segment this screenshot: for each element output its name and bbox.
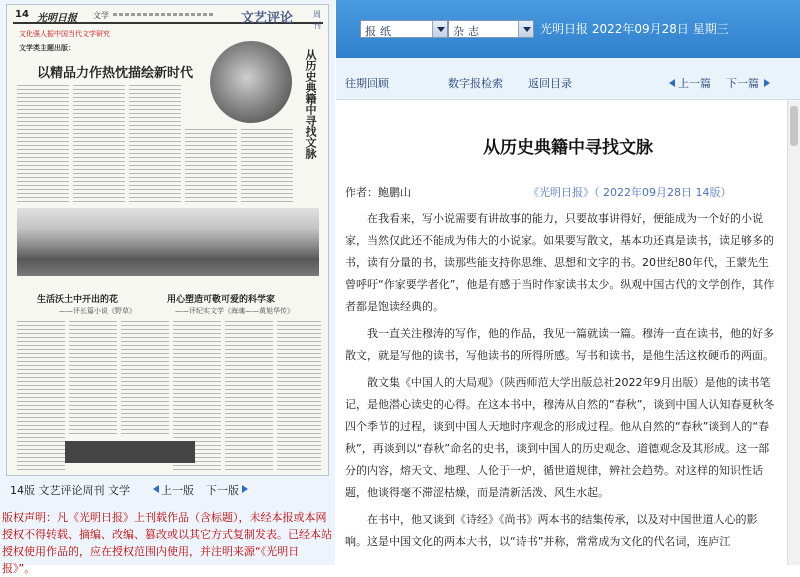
scrollbar-thumb[interactable] — [790, 106, 798, 146]
toc-link[interactable]: 返回目录 — [528, 77, 572, 90]
article-source: 《光明日报》（ 2022年09月28日 14版） — [528, 186, 732, 199]
column-weekly: 周刊 — [313, 10, 321, 30]
article-author: 作者：鲍鹏山 — [345, 186, 411, 199]
story2-subtitle: ——评长篇小说《野草》 — [59, 307, 136, 315]
column-title: 文艺评论 — [241, 11, 294, 26]
author-portrait-image — [210, 41, 292, 123]
issue-bar — [6, 480, 329, 498]
prev-page-arrow-icon — [153, 485, 159, 493]
page-section: 文学 — [93, 11, 109, 20]
text-block — [17, 321, 65, 471]
text-block — [121, 321, 169, 435]
top-toolbar — [336, 0, 800, 58]
next-page-link[interactable]: 下一版 — [206, 484, 239, 497]
article-body — [345, 208, 777, 558]
newspaper-page-thumbnail[interactable] — [6, 4, 329, 476]
archive-link[interactable]: 往期回顾 — [345, 77, 389, 90]
issue-date: 光明日报 2022年09月28日 星期三 — [540, 22, 729, 36]
chevron-down-icon[interactable] — [432, 21, 447, 37]
search-link[interactable]: 数字报检索 — [448, 77, 503, 90]
next-article-link[interactable]: 下一篇 — [726, 77, 759, 90]
article-paragraph: 在书中，他又谈到《诗经》《尚书》两本书的结集传承，以及对中国世道人心的影响。这是中国文化的两本大书，以“诗书”并称，常常成为文化的代名词，连庐江 — [345, 513, 758, 548]
text-block — [185, 129, 237, 203]
text-block — [241, 129, 293, 203]
newspaper-select-value: 报纸 — [365, 25, 395, 38]
story3-subtitle: ——评纪实文学《海魂——黄旭华传》 — [175, 307, 294, 315]
magazine-select[interactable] — [448, 20, 534, 38]
masthead-fine-print — [113, 13, 213, 16]
text-block — [225, 321, 273, 471]
text-block — [277, 321, 321, 471]
text-block — [69, 321, 117, 435]
prev-article-arrow-icon — [669, 79, 675, 87]
page-masthead — [13, 8, 323, 30]
issue-label: 14版 文艺评论周刊 文学 — [10, 484, 130, 497]
story1-headline[interactable]: 以精品力作热忱描绘新时代 — [37, 66, 194, 81]
article-paragraph: 散文集《中国人的大局观》（陕西师范大学出版总社2022年9月出版）是他的读书笔记，是他潜心读史的心得。在这本书中，穆涛从自然的“春秋”，谈到中国人认知春夏秋冬四个季节的过程，谈到中国人天地时序观念的形成过程。他从自然的“春秋”谈到人的“春秋”，再谈到以“春秋”命名的史书，谈到中国人的历史观念、道德观念及其形成。这一部分的内容，熔天文、地理、人伦于一炉，循世道规律，辨社会趋势。对这样的知识性话题，他谈得毫不滞涩枯燥，而是清新活泼、风生水起。 — [345, 376, 775, 499]
text-block — [129, 85, 181, 203]
copyright-notice: 版权声明：凡《光明日报》上刊载作品（含标题），未经本报或本网授权不得转载、摘编、改编、篡改或以其它方式复制发表。已经本站授权使用作品的，应在授权范围内使用，并注明来源“《光明日报》”。 — [2, 511, 332, 575]
newspaper-select[interactable] — [360, 20, 448, 38]
article-pane — [336, 0, 800, 565]
story1-kicker: 文化强人振中国当代文学研究 — [19, 30, 110, 38]
article-scrollbar[interactable] — [787, 100, 800, 565]
article-nav — [336, 58, 800, 100]
text-block — [17, 85, 69, 203]
next-article-arrow-icon — [764, 79, 770, 87]
story-vertical-headline[interactable]: 从历史典籍中寻找文脉 — [304, 49, 317, 159]
prev-article-link[interactable]: 上一篇 — [678, 77, 711, 90]
article-paragraph: 在我看来，写小说需要有讲故事的能力，只要故事讲得好，便能成为一个好的小说家，当然仅此还不能成为伟大的小说家。如果要写散文，基本功还真是读书，读足够多的书，读有分量的书，读那些能支持你思维、思想和文字的书。20世纪80年代，王蒙先生曾呼吁“作家要学者化”，他是有感于当时作家读书太少。纵观中国古代的文学创作，其作者都是饱读经典的。 — [345, 212, 775, 313]
story3-headline[interactable]: 用心塑造可敬可爱的科学家 — [167, 295, 276, 305]
page-preview-pane — [0, 0, 335, 575]
magazine-select-value: 杂志 — [453, 25, 483, 38]
article-paragraph: 我一直关注穆涛的写作，他的作品，我见一篇就读一篇。穆涛一直在读书，他的好多散文，就是写他的读书，写他读书的所得所感。写书和读书，是他生活这枚硬币的两面。 — [345, 327, 774, 362]
next-page-arrow-icon — [242, 485, 248, 493]
prev-page-link[interactable]: 上一版 — [161, 484, 194, 497]
chevron-down-icon[interactable] — [518, 21, 533, 37]
story2-headline[interactable]: 生活沃土中开出的花 — [37, 295, 119, 305]
advert-banner — [65, 441, 195, 463]
story1-kicker2: 文学类主题出版： — [19, 44, 75, 52]
page-number: 14 — [15, 9, 29, 20]
article-title: 从历史典籍中寻找文脉 — [483, 138, 653, 158]
text-block — [73, 85, 125, 203]
paper-logo: 光明日报 — [37, 13, 77, 24]
landscape-photo — [17, 208, 319, 276]
